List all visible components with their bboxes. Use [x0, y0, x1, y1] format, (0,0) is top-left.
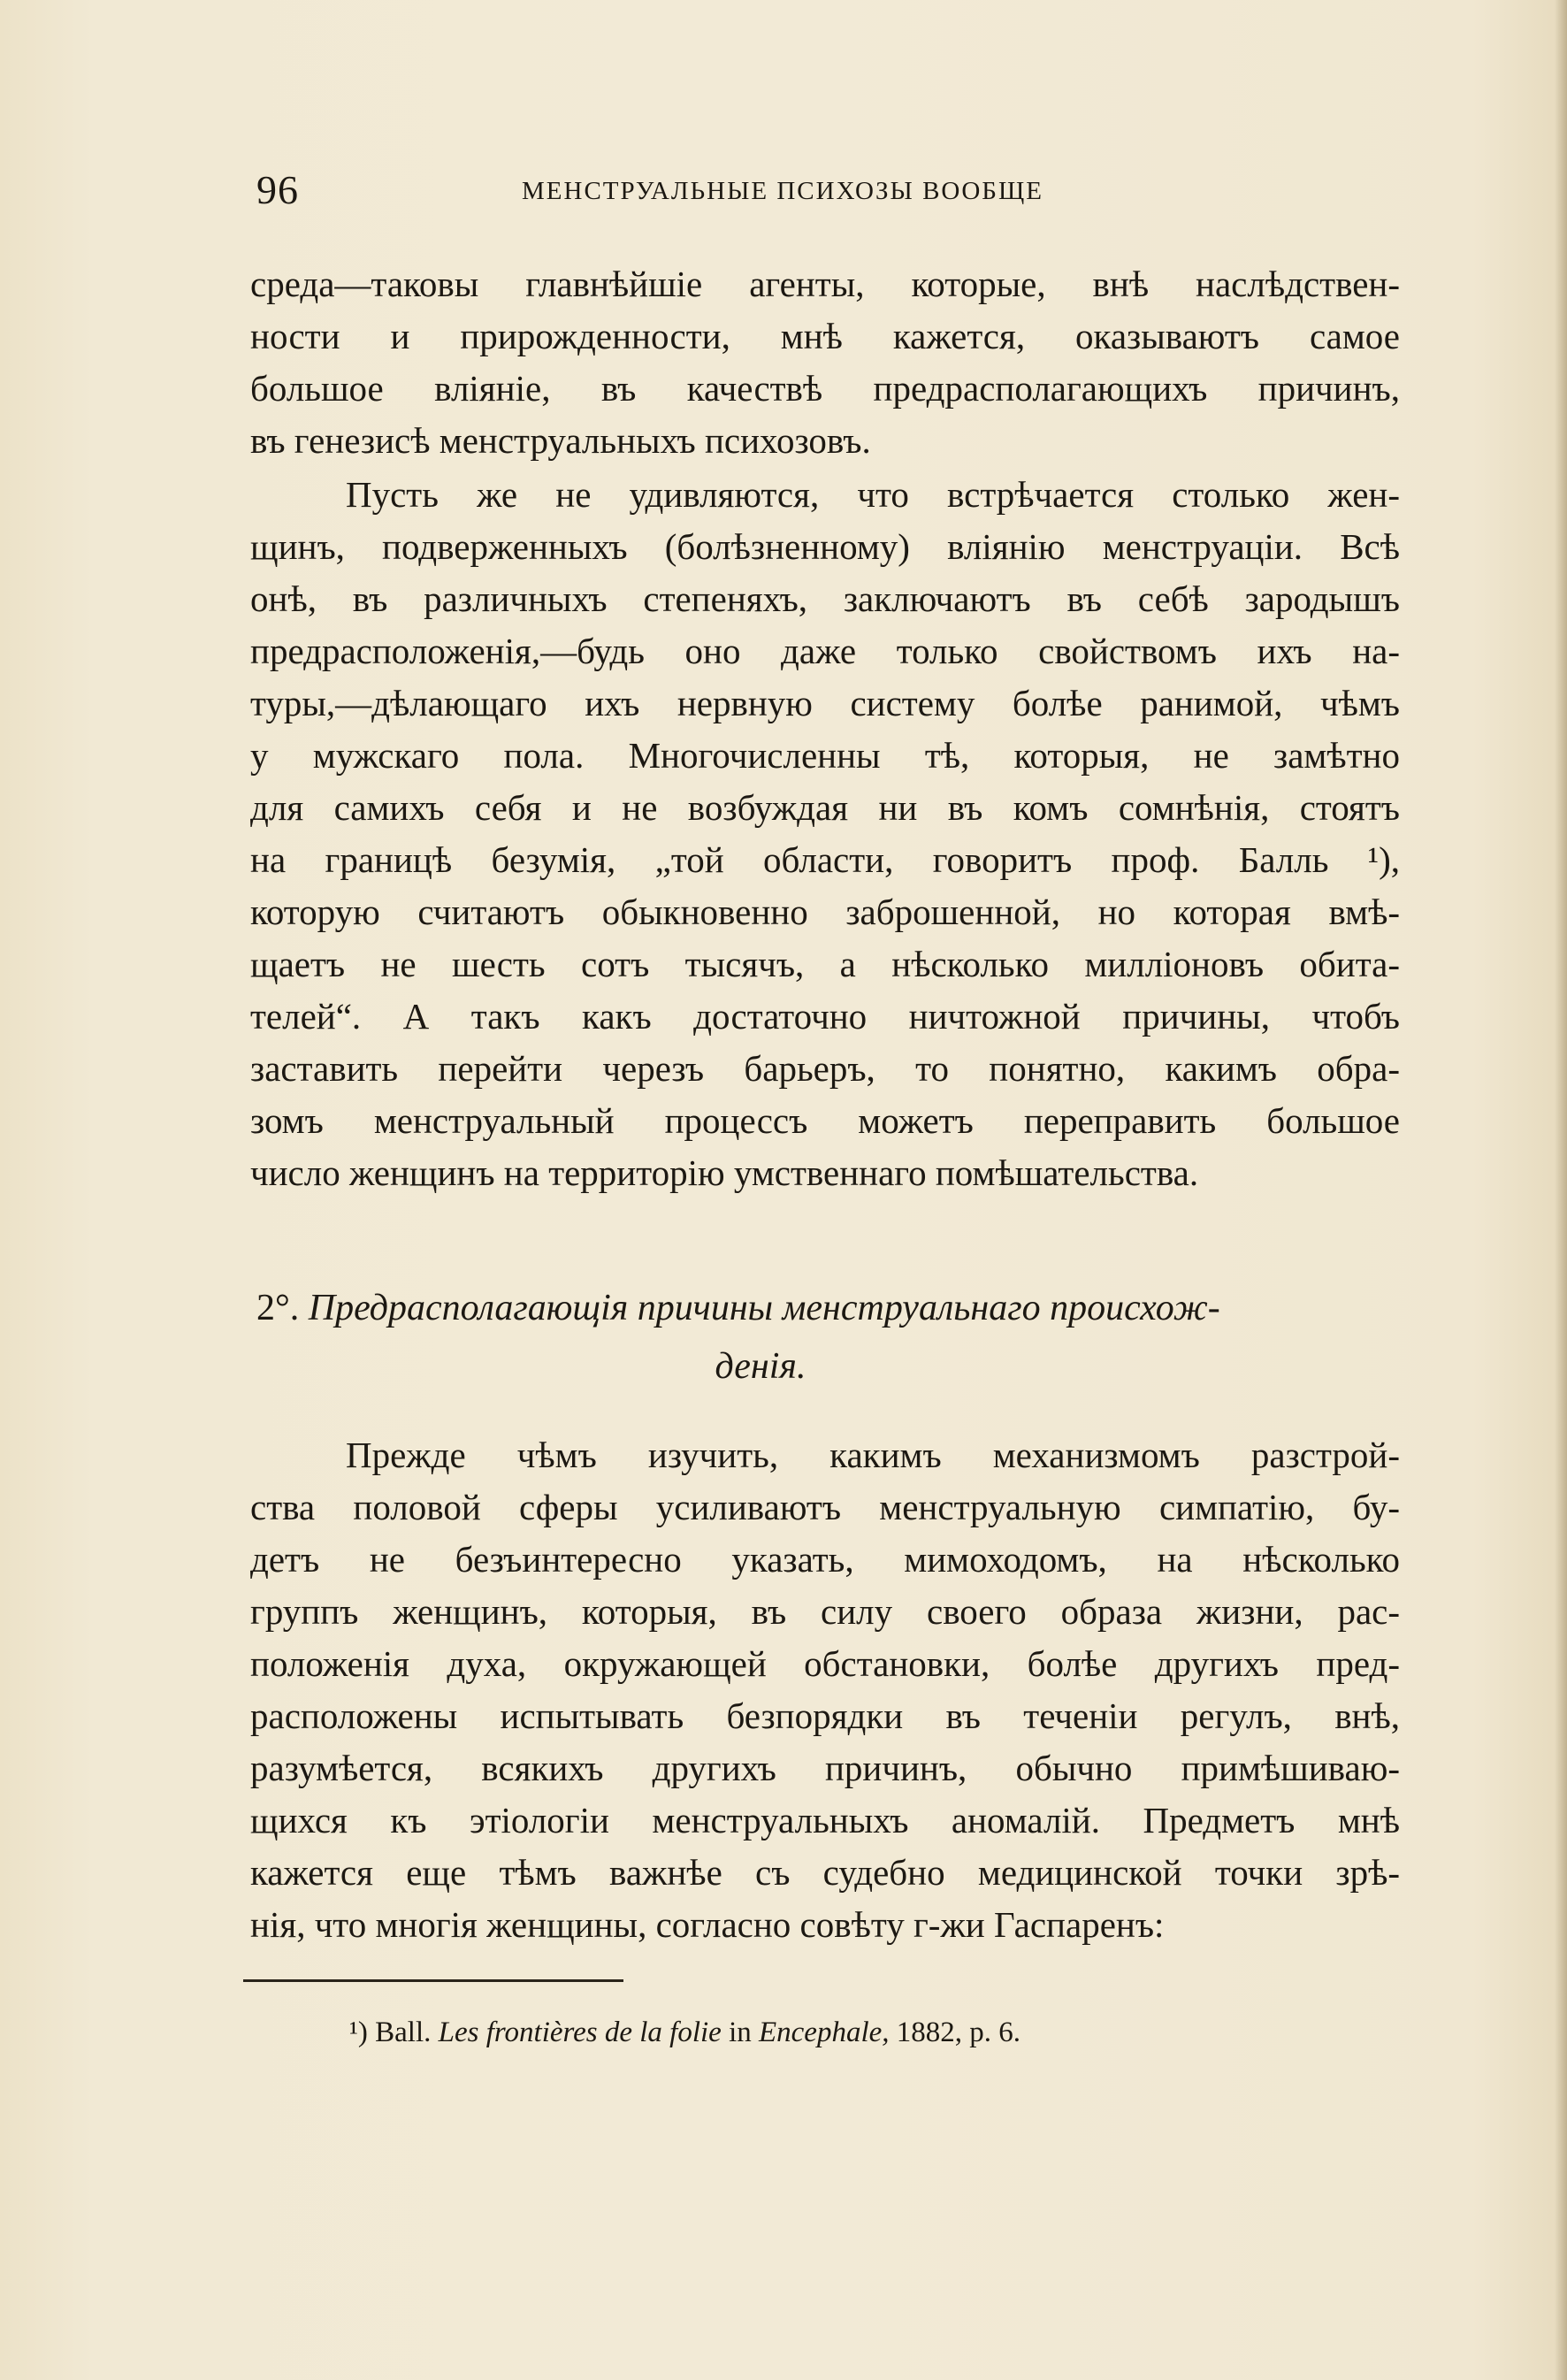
text-line: онѣ, въ различныхъ степеняхъ, заключаютъ въ себѣ зародышъ: [250, 578, 1400, 619]
text-line: ности и прирожденности, мнѣ кажется, оказываютъ самое: [250, 316, 1400, 356]
text-line: щихся къ этіологіи менструальныхъ аномалій. Предметъ мнѣ: [250, 1800, 1400, 1840]
text-line: среда—таковы главнѣйшіе агенты, которые, внѣ наслѣдствен-: [250, 264, 1400, 304]
paragraph-1: [250, 258, 1400, 467]
text-line: на границѣ безумія, „той области, говоритъ проф. Балль ¹),: [250, 839, 1400, 880]
text-line: кажется еще тѣмъ важнѣе съ судебно медицинской точки зрѣ-: [250, 1852, 1400, 1893]
page-number: 96: [256, 167, 299, 212]
section-title: Предрасполагающія причины менструальнаго происхож-: [308, 1288, 1220, 1328]
paragraph-3: [250, 1429, 1400, 1951]
text-line: туры,—дѣлающаго ихъ нервную систему болѣе ранимой, чѣмъ: [250, 683, 1400, 723]
text-line: щинъ, подверженныхъ (болѣзненному) вліянію менструаціи. Всѣ: [250, 526, 1400, 567]
footnote-rest: 1882, p. 6.: [896, 2016, 1021, 2048]
section-heading-line-1: [256, 1279, 1406, 1337]
running-head: [256, 166, 1388, 219]
text-line: большое вліяніе, въ качествѣ предрасполагающихъ причинъ,: [250, 368, 1400, 409]
footnote-author: Ball.: [375, 2016, 432, 2048]
text-line: число женщинъ на территорію умственнаго помѣшательства.: [250, 1152, 1199, 1193]
text-line: нія, что многія женщины, согласно совѣту г-жи Гаспаренъ:: [250, 1904, 1165, 1945]
footnote-journal: Encephale,: [759, 2016, 890, 2048]
footnote: [349, 2016, 1020, 2049]
footnote-in: in: [729, 2016, 752, 2048]
footnote-rule: [243, 1979, 623, 1982]
text-line: расположены испытывать безпорядки въ теченіи регулъ, внѣ,: [250, 1695, 1400, 1736]
text-line: зомъ менструальный процессъ можетъ переправить большое: [250, 1100, 1400, 1141]
section-number: 2°.: [256, 1288, 300, 1328]
footnote-title: Les frontières de la folie: [438, 2016, 722, 2048]
section-heading-line-2: денія.: [715, 1346, 806, 1387]
text-line: Пусть же не удивляются, что встрѣчается столько жен-: [346, 474, 1400, 515]
text-line: телей“. А такъ какъ достаточно ничтожной причины, чтобъ: [250, 996, 1400, 1037]
text-line: въ генезисѣ менструальныхъ психозовъ.: [250, 420, 871, 461]
text-line: детъ не безъинтересно указать, мимоходомъ, на нѣсколько: [250, 1539, 1400, 1580]
text-line: у мужскаго пола. Многочисленны тѣ, которыя, не замѣтно: [250, 735, 1400, 776]
text-line: предрасположенія,—будь оно даже только свойствомъ ихъ на-: [250, 631, 1400, 671]
footnote-marker: ¹): [349, 2016, 368, 2048]
text-line: заставить перейти черезъ барьеръ, то понятно, какимъ обра-: [250, 1048, 1400, 1089]
running-title: МЕНСТРУАЛЬНЫЕ ПСИХОЗЫ ВООБЩЕ: [522, 177, 1043, 205]
section-heading: [256, 1279, 1406, 1396]
text-line: положенія духа, окружающей обстановки, болѣе другихъ пред-: [250, 1643, 1400, 1684]
paragraph-2: [250, 469, 1400, 1199]
text-line: разумѣется, всякихъ другихъ причинъ, обычно примѣшиваю-: [250, 1748, 1400, 1788]
text-line: которую считаютъ обыкновенно заброшенной, но которая вмѣ-: [250, 892, 1400, 932]
text-line: щаетъ не шесть сотъ тысячъ, а нѣсколько милліоновъ обита-: [250, 944, 1400, 984]
text-line: для самихъ себя и не возбуждая ни въ комъ сомнѣнія, стоятъ: [250, 787, 1400, 828]
text-line: ства половой сферы усиливаютъ менструальную симпатію, бу-: [250, 1487, 1400, 1527]
text-line: Прежде чѣмъ изучить, какимъ механизмомъ разстрой-: [346, 1435, 1400, 1475]
text-line: группъ женщинъ, которыя, въ силу своего образа жизни, рас-: [250, 1591, 1400, 1632]
page-edge-shadow: [1555, 0, 1567, 2380]
